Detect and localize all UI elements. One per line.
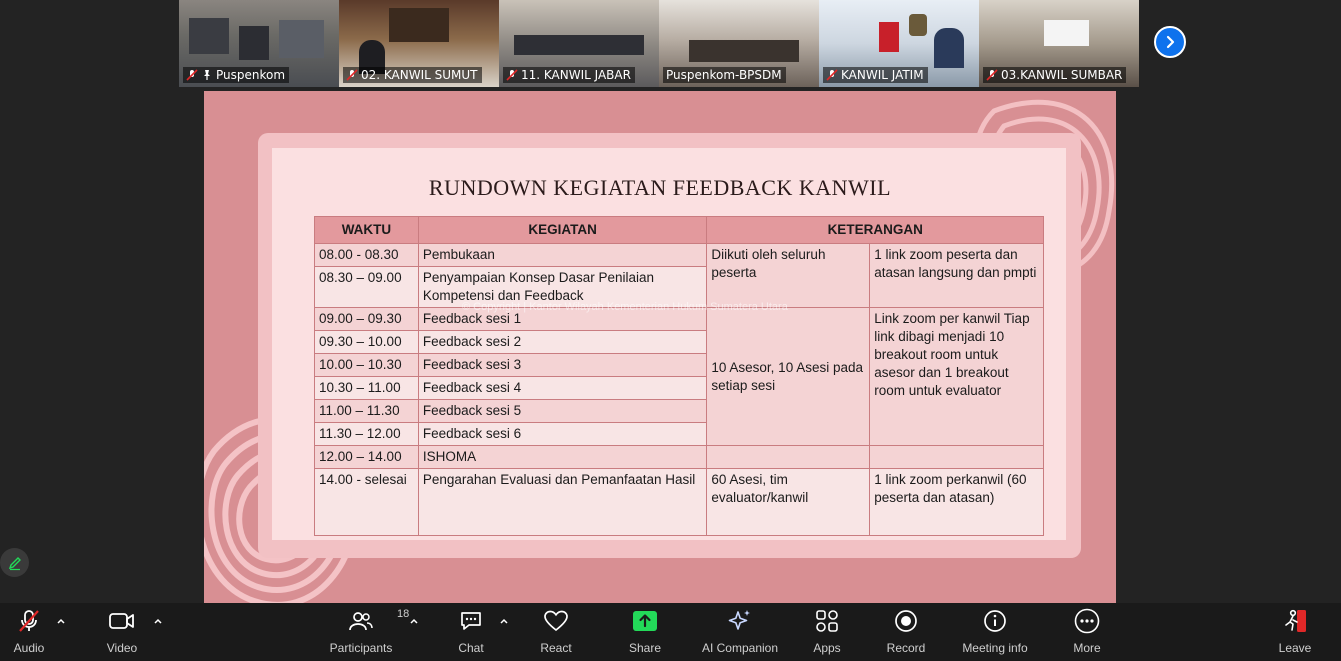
video-tile[interactable] [499,0,659,87]
react-button[interactable] [536,603,576,661]
chat-icon-wrap [459,603,483,639]
chat-options-caret-icon[interactable] [499,616,509,626]
time-cell: 11.30 – 12.00 [315,423,419,446]
activity-cell: Feedback sesi 5 [418,400,707,423]
note-participants-cell: Diikuti oleh seluruh peserta [707,244,870,308]
participants-options-caret-icon[interactable] [409,616,419,626]
note-empty-cell [707,446,870,469]
activity-cell: Feedback sesi 2 [418,331,707,354]
leave-button[interactable] [1276,603,1314,661]
note-link-cell: 1 link zoom perkanwil (60 peserta dan atasan) [870,469,1044,536]
participant-name-label [663,67,786,83]
rundown-table [314,216,1044,536]
audio-button[interactable] [8,603,50,661]
record-icon-wrap [894,603,918,639]
participant-name-label [983,67,1126,83]
participants-button[interactable] [328,603,410,661]
shared-screen [204,91,1116,603]
record-icon [894,609,918,633]
column-header-kegiatan: KEGIATAN [418,217,707,244]
video-tile[interactable] [179,0,339,87]
time-cell: 12.00 – 14.00 [315,446,419,469]
meeting-info-label: Meeting info [962,641,1028,655]
time-cell: 08.30 – 09.00 [315,267,419,308]
apps-button[interactable] [810,603,844,661]
time-cell: 10.00 – 10.30 [315,354,419,377]
heart-icon [543,610,569,632]
note-participants-cell: 60 Asesi, tim evaluator/kanwil [707,469,870,536]
activity-cell: Pembukaan [418,244,707,267]
leave-icon [1282,608,1308,634]
leave-icon-wrap [1282,603,1308,639]
record-label: Record [886,641,926,655]
next-page-button[interactable] [1154,26,1186,58]
record-button[interactable] [884,603,928,661]
share-icon-wrap [632,603,658,639]
participants-icon [349,610,373,632]
participant-name-label [823,67,928,83]
chat-icon [459,610,483,632]
note-participants-cell: 10 Asesor, 10 Asesi pada setiap sesi [707,308,870,446]
info-icon [983,609,1007,633]
note-link-cell: Link zoom per kanwil Tiap link dibagi menjadi 10 breakout room untuk asesor dan 1 breakout room untuk evaluator [870,308,1044,446]
pencil-icon [7,555,23,571]
participants-label: Participants [329,641,393,655]
time-cell: 08.00 - 08.30 [315,244,419,267]
pin-icon [201,69,213,81]
column-header-waktu: WAKTU [315,217,419,244]
activity-cell: Feedback sesi 6 [418,423,707,446]
mic-off-icon [986,69,998,81]
participants-count: 18 [397,608,410,620]
slide-title: RUNDOWN KEGIATAN FEEDBACK KANWIL [428,175,892,200]
column-header-keterangan: KETERANGAN [707,217,1044,244]
participant-name-label [183,67,289,83]
table-header-row [315,217,1044,244]
participant-name: Puspenkom-BPSDM [666,68,782,82]
mic-off-icon [186,69,198,81]
video-tile[interactable] [339,0,499,87]
participant-name: 02. KANWIL SUMUT [361,68,478,82]
participant-name: 03.KANWIL SUMBAR [1001,68,1123,82]
mic-off-icon [826,69,838,81]
participant-name-label [503,67,635,83]
share-label: Share [628,641,662,655]
apps-icon-wrap [815,603,839,639]
table-row [315,469,1044,536]
ai-companion-icon-wrap [727,603,753,639]
participants-icon-wrap [349,603,410,639]
camera-icon [108,610,136,632]
activity-cell: Pengarahan Evaluasi dan Pemanfaatan Hasil [418,469,707,536]
share-screen-icon [632,610,658,632]
participant-name: 11. KANWIL JABAR [521,68,631,82]
video-options-caret-icon[interactable] [153,616,163,626]
activity-cell: ISHOMA [418,446,707,469]
annotate-button[interactable] [0,548,29,577]
ai-companion-button[interactable] [698,603,782,661]
ai-companion-label: AI Companion [701,641,779,655]
participant-name: KANWIL JATIM [841,68,924,82]
react-icon-wrap [543,603,569,639]
meeting-toolbar [0,603,1341,661]
more-button[interactable] [1070,603,1104,661]
video-tile[interactable] [659,0,819,87]
table-row [315,244,1044,267]
activity-cell: Feedback sesi 4 [418,377,707,400]
slide-watermark: © Copyright | Kantor Wilayah Kementerian Hukum Sumatera Utara [462,301,788,313]
more-icon [1074,608,1100,634]
note-link-cell: 1 link zoom peserta dan atasan langsung dan pmpti [870,244,1044,308]
audio-label: Audio [13,641,45,655]
video-button[interactable] [100,603,144,661]
time-cell: 10.30 – 11.00 [315,377,419,400]
time-cell: 09.30 – 10.00 [315,331,419,354]
more-label: More [1073,641,1101,655]
more-icon-wrap [1074,603,1100,639]
note-empty-cell [870,446,1044,469]
meeting-info-button[interactable] [958,603,1032,661]
mic-muted-icon [16,608,42,634]
video-icon-wrap [108,603,136,639]
meeting-info-icon-wrap [983,603,1007,639]
table-row [315,446,1044,469]
activity-cell: Feedback sesi 3 [418,354,707,377]
react-label: React [540,641,572,655]
time-cell: 14.00 - selesai [315,469,419,536]
apps-label: Apps [813,641,841,655]
sparkle-icon [727,609,753,633]
mic-off-icon [346,69,358,81]
activity-cell: Penyampaian Konsep Dasar Penilaian Kompetensi dan Feedback [418,267,707,308]
chat-label: Chat [458,641,484,655]
video-tile[interactable] [819,0,979,87]
video-tile[interactable] [979,0,1139,87]
video-strip [179,0,1141,88]
time-cell: 09.00 – 09.30 [315,308,419,331]
participant-name-label [343,67,482,83]
audio-icon-wrap [16,603,42,639]
time-cell: 11.00 – 11.30 [315,400,419,423]
chevron-right-icon [1163,35,1177,49]
chat-button[interactable] [452,603,490,661]
participant-name: Puspenkom [216,68,286,82]
audio-options-caret-icon[interactable] [56,616,66,626]
apps-icon [815,609,839,633]
activity-cell: Feedback sesi 1 [418,308,707,331]
mic-off-icon [506,69,518,81]
leave-label: Leave [1278,641,1312,655]
share-button[interactable] [626,603,664,661]
video-label: Video [106,641,138,655]
